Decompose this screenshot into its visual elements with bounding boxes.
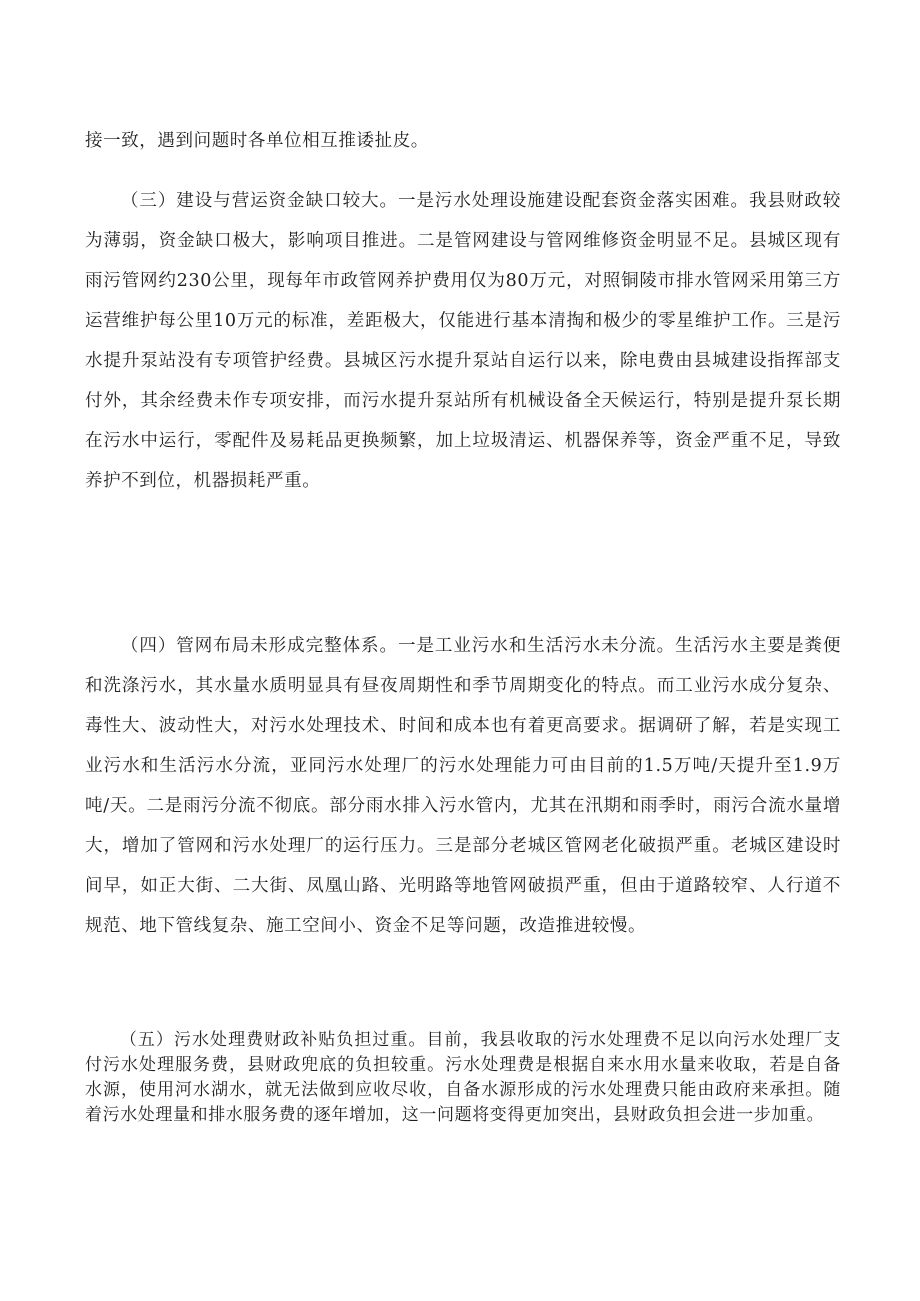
paragraph-section-4-pipe-network: （四）管网布局未形成完整体系。一是工业污水和生活污水未分流。生活污水主要是粪便和洗涤污水，其水量水质明显具有昼夜周期性和季节周期变化的特点。而工业污水成分复杂、毒性大、波动性大，对污水处理技术、时间和成本也有着更高要求。据调研了解，若是实现工业污水和生活污水分流，亚同污水处理厂的污水处理能力可由目前的1.5万吨/天提升至1.9万吨/天。二是雨污分流不彻底。部分雨水排入污水管内，尤其在汛期和雨季时，雨污合流水量增大，增加了管网和污水处理厂的运行压力。三是部分老城区管网老化破损严重。老城区建设时间早，如正大街、二大街、凤凰山路、光明路等地管网破损严重，但由于道路较窄、人行道不规范、地下管线复杂、施工空间小、资金不足等问题，改造推进较慢。 [85,636,841,936]
paragraph-continuation: 接一致，遇到问题时各单位相互推诿扯皮。 [85,131,429,151]
paragraph-section-5-subsidy-burden: （五）污水处理费财政补贴负担过重。目前，我县收取的污水处理费不足以向污水处理厂支付污水处理服务费，县财政兜底的负担较重。污水处理费是根据自来水用水量来收取，若是自备水源，使用河水湖水，就无法做到应收尽收，自备水源形成的污水处理费只能由政府来承担。随着污水处理量和排水服务费的逐年增加，这一问题将变得更加突出，县财政负担会进一步加重。 [85,1030,841,1125]
paragraph-section-3-funding-gap: （三）建设与营运资金缺口较大。一是污水处理设施建设配套资金落实困难。我县财政较为薄弱，资金缺口极大，影响项目推进。二是管网建设与管网维修资金明显不足。县城区现有雨污管网约230公里，现每年市政管网养护费用仅为80万元，对照铜陵市排水管网采用第三方运营维护每公里10万元的标准，差距极大，仅能进行基本清掏和极少的零星维护工作。三是污水提升泵站没有专项管护经费。县城区污水提升泵站自运行以来，除电费由县城建设指挥部支付外，其余经费未作专项安排，而污水提升泵站所有机械设备全天候运行，特别是提升泵长期在污水中运行，零配件及易耗品更换频繁，加上垃圾清运、机器保养等，资金严重不足，导致养护不到位，机器损耗严重。 [85,191,841,491]
